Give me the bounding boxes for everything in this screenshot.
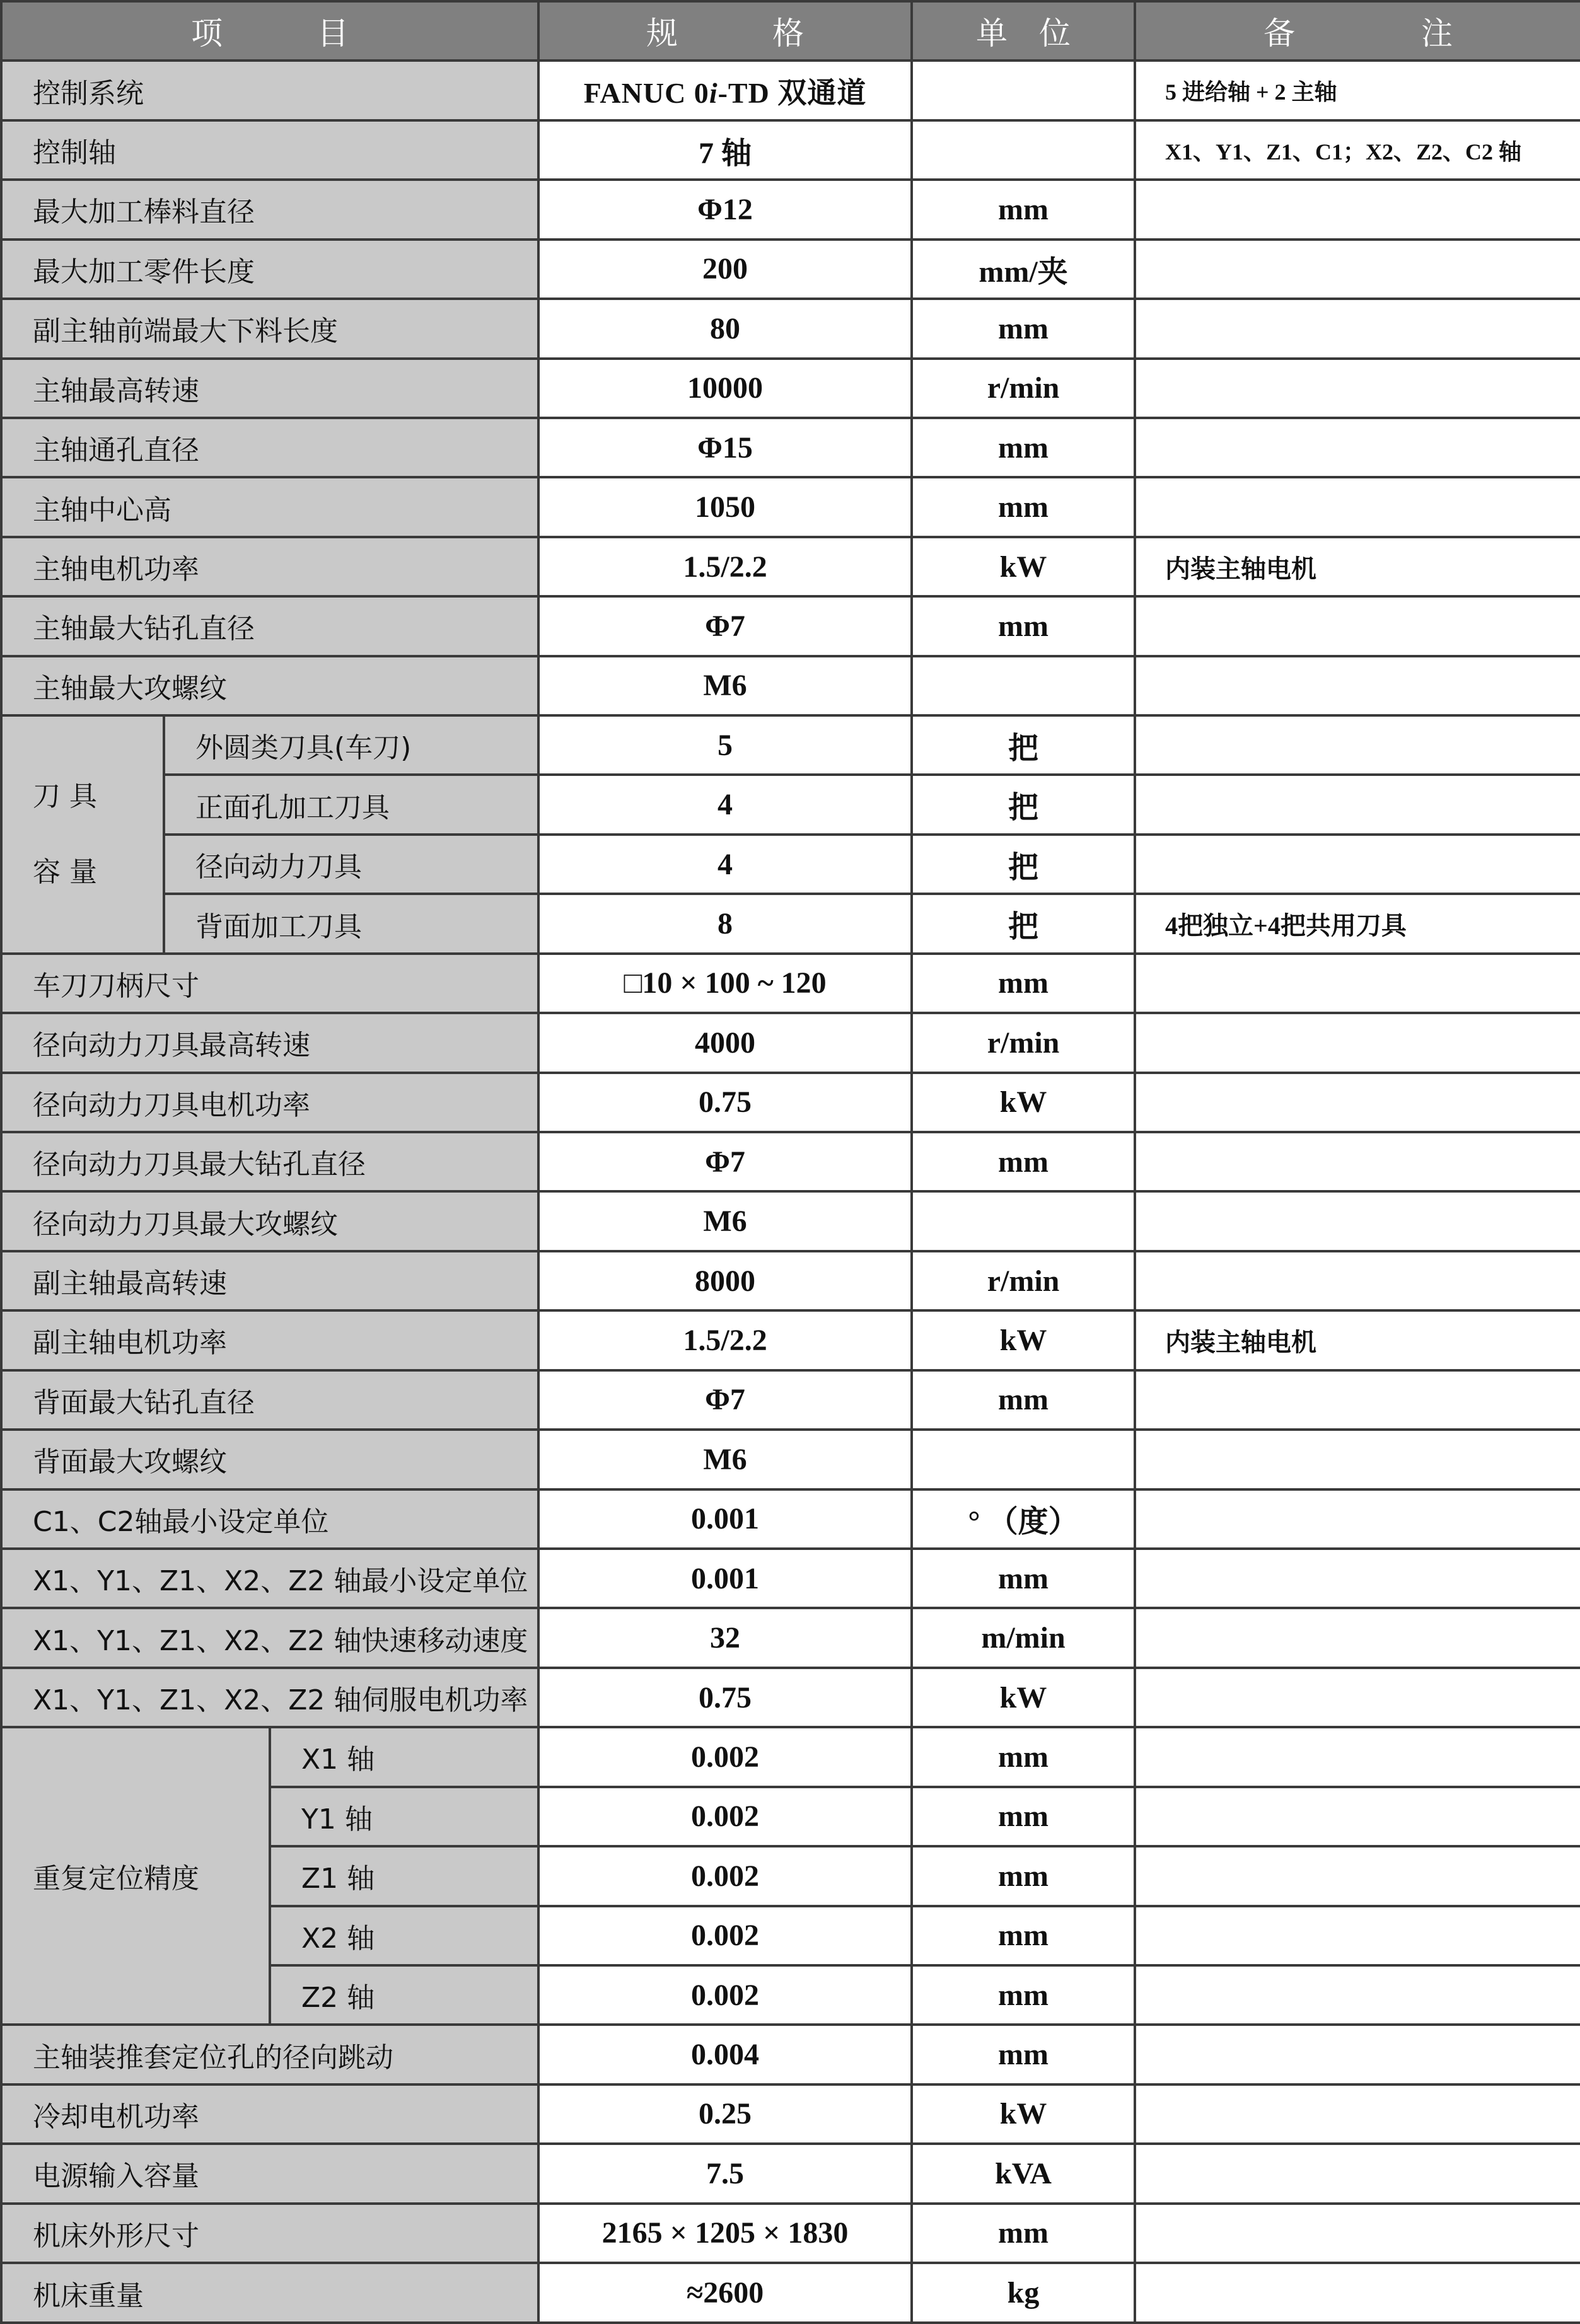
row-note xyxy=(1135,1370,1580,1430)
table-row xyxy=(1,715,1580,775)
row-label: 径向动力刀具最高转速 xyxy=(1,1013,538,1072)
row-sublabel: Y1 轴 xyxy=(270,1787,538,1846)
row-unit: r/min xyxy=(912,1251,1135,1310)
row-note xyxy=(1135,477,1580,536)
row-unit: mm xyxy=(912,477,1135,536)
row-label: 主轴中心高 xyxy=(1,477,538,536)
table-row xyxy=(1,418,1580,477)
row-label: 主轴最大攻螺纹 xyxy=(1,656,538,715)
row-label: 最大加工棒料直径 xyxy=(1,180,538,239)
row-value: 0.001 xyxy=(538,1549,912,1608)
row-unit: kW xyxy=(912,2084,1135,2144)
row-value: 2165 × 1205 × 1830 xyxy=(538,2204,912,2263)
row-label: 副主轴前端最大下料长度 xyxy=(1,299,538,358)
row-label: 副主轴电机功率 xyxy=(1,1310,538,1370)
row-value: 0.002 xyxy=(538,1906,912,1965)
row-note: X1、Y1、Z1、C1；X2、Z2、C2 轴 xyxy=(1135,120,1580,180)
repeat-accuracy-label: 重复定位精度 xyxy=(1,1727,270,2025)
row-note xyxy=(1135,2144,1580,2203)
table-row xyxy=(1,1489,1580,1549)
table-row xyxy=(1,1549,1580,1608)
row-note xyxy=(1135,1608,1580,1667)
table-row xyxy=(1,61,1580,120)
row-unit: mm xyxy=(912,2204,1135,2263)
row-sublabel: 背面加工刀具 xyxy=(164,894,538,953)
row-value: M6 xyxy=(538,1191,912,1251)
row-label: X1、Y1、Z1、X2、Z2 轴快速移动速度 xyxy=(1,1608,538,1667)
row-value: Φ15 xyxy=(538,418,912,477)
row-unit: kVA xyxy=(912,2144,1135,2203)
row-label: 主轴装推套定位孔的径向跳动 xyxy=(1,2025,538,2084)
row-sublabel: 外圆类刀具(车刀) xyxy=(164,715,538,775)
table-row xyxy=(1,596,1580,656)
row-note: 4把独立+4把共用刀具 xyxy=(1135,894,1580,953)
table-row xyxy=(1,1727,1580,1786)
table-row xyxy=(1,1430,1580,1489)
row-unit: mm xyxy=(912,180,1135,239)
row-label: X1、Y1、Z1、X2、Z2 轴最小设定单位 xyxy=(1,1549,538,1608)
row-value: Φ7 xyxy=(538,1132,912,1191)
row-note xyxy=(1135,418,1580,477)
row-sublabel: 径向动力刀具 xyxy=(164,835,538,894)
row-value: 32 xyxy=(538,1608,912,1667)
row-note xyxy=(1135,1668,1580,1727)
row-sublabel: Z1 轴 xyxy=(270,1846,538,1905)
row-label: 主轴最高转速 xyxy=(1,359,538,418)
row-note xyxy=(1135,240,1580,299)
row-label: 控制轴 xyxy=(1,120,538,180)
table-row xyxy=(1,2025,1580,2084)
row-note xyxy=(1135,656,1580,715)
table-row xyxy=(1,1608,1580,1667)
table-row xyxy=(1,835,1580,894)
table-row xyxy=(1,359,1580,418)
row-note xyxy=(1135,1430,1580,1489)
row-label: 副主轴最高转速 xyxy=(1,1251,538,1310)
row-unit xyxy=(912,1191,1135,1251)
table-row xyxy=(1,656,1580,715)
row-value: M6 xyxy=(538,1430,912,1489)
row-value: M6 xyxy=(538,656,912,715)
row-unit xyxy=(912,656,1135,715)
row-value: 4 xyxy=(538,775,912,834)
row-unit: kW xyxy=(912,1310,1135,1370)
table-row xyxy=(1,1132,1580,1191)
row-note xyxy=(1135,2263,1580,2323)
row-value: 1050 xyxy=(538,477,912,536)
row-unit: mm xyxy=(912,1965,1135,2025)
row-note: 内装主轴电机 xyxy=(1135,537,1580,596)
table-row xyxy=(1,1013,1580,1072)
row-value: 4 xyxy=(538,835,912,894)
row-label: X1、Y1、Z1、X2、Z2 轴伺服电机功率 xyxy=(1,1668,538,1727)
row-label: 主轴最大钻孔直径 xyxy=(1,596,538,656)
row-label: 径向动力刀具最大攻螺纹 xyxy=(1,1191,538,1251)
row-label: 主轴通孔直径 xyxy=(1,418,538,477)
row-unit: kW xyxy=(912,1073,1135,1132)
row-label: 冷却电机功率 xyxy=(1,2084,538,2144)
row-unit: 把 xyxy=(912,775,1135,834)
row-label: 径向动力刀具最大钻孔直径 xyxy=(1,1132,538,1191)
row-note xyxy=(1135,596,1580,656)
row-value: 0.002 xyxy=(538,1727,912,1786)
row-note xyxy=(1135,775,1580,834)
row-note xyxy=(1135,1549,1580,1608)
header-item: 项 目 xyxy=(1,1,538,61)
row-sublabel: X2 轴 xyxy=(270,1906,538,1965)
table-row xyxy=(1,1370,1580,1430)
table-row xyxy=(1,2204,1580,2263)
table-row xyxy=(1,299,1580,358)
row-note xyxy=(1135,715,1580,775)
row-value: 10000 xyxy=(538,359,912,418)
row-unit: mm xyxy=(912,1370,1135,1430)
table-row xyxy=(1,775,1580,834)
row-note xyxy=(1135,1965,1580,2025)
row-note xyxy=(1135,835,1580,894)
row-unit: 把 xyxy=(912,715,1135,775)
row-unit: r/min xyxy=(912,1013,1135,1072)
row-label: 主轴电机功率 xyxy=(1,537,538,596)
table-row xyxy=(1,1191,1580,1251)
row-label: 机床外形尺寸 xyxy=(1,2204,538,2263)
row-value: 0.75 xyxy=(538,1668,912,1727)
table-header xyxy=(1,1,1580,61)
row-value: 8 xyxy=(538,894,912,953)
row-note: 内装主轴电机 xyxy=(1135,1310,1580,1370)
table-row xyxy=(1,477,1580,536)
row-note xyxy=(1135,1787,1580,1846)
row-value: Φ12 xyxy=(538,180,912,239)
table-row xyxy=(1,2263,1580,2323)
table-row xyxy=(1,1251,1580,1310)
table-row xyxy=(1,1310,1580,1370)
row-label: 控制系统 xyxy=(1,61,538,120)
row-note xyxy=(1135,2204,1580,2263)
row-unit: m/min xyxy=(912,1608,1135,1667)
row-note xyxy=(1135,1191,1580,1251)
row-note: 5 进给轴 + 2 主轴 xyxy=(1135,61,1580,120)
row-value: 5 xyxy=(538,715,912,775)
row-unit: mm xyxy=(912,954,1135,1013)
row-note xyxy=(1135,299,1580,358)
table-row xyxy=(1,120,1580,180)
row-note xyxy=(1135,1489,1580,1549)
row-unit: r/min xyxy=(912,359,1135,418)
row-label: 机床重量 xyxy=(1,2263,538,2323)
table-row xyxy=(1,954,1580,1013)
row-value: □10 × 100 ~ 120 xyxy=(538,954,912,1013)
row-value: 0.75 xyxy=(538,1073,912,1132)
row-unit: mm xyxy=(912,596,1135,656)
row-sublabel: Z2 轴 xyxy=(270,1965,538,2025)
row-value: 0.002 xyxy=(538,1965,912,2025)
row-value: 0.25 xyxy=(538,2084,912,2144)
table-row xyxy=(1,537,1580,596)
row-unit: kW xyxy=(912,1668,1135,1727)
table-row xyxy=(1,240,1580,299)
row-sublabel: X1 轴 xyxy=(270,1727,538,1786)
row-unit: mm xyxy=(912,1727,1135,1786)
row-label: 最大加工零件长度 xyxy=(1,240,538,299)
row-note xyxy=(1135,1132,1580,1191)
row-unit: mm xyxy=(912,1132,1135,1191)
table-row xyxy=(1,1073,1580,1132)
row-note xyxy=(1135,1013,1580,1072)
header-note: 备 注 xyxy=(1135,1,1580,61)
row-value: 1.5/2.2 xyxy=(538,1310,912,1370)
row-value: Φ7 xyxy=(538,596,912,656)
row-unit: mm xyxy=(912,1846,1135,1905)
tool-capacity-label: 刀 具 容 量 xyxy=(1,715,164,954)
row-unit: mm xyxy=(912,418,1135,477)
row-note xyxy=(1135,359,1580,418)
row-value: 7 轴 xyxy=(538,120,912,180)
row-unit xyxy=(912,1430,1135,1489)
row-value: 0.002 xyxy=(538,1846,912,1905)
header-unit: 单 位 xyxy=(912,1,1135,61)
row-note xyxy=(1135,954,1580,1013)
row-label: C1、C2轴最小设定单位 xyxy=(1,1489,538,1549)
row-unit xyxy=(912,61,1135,120)
row-label: 背面最大攻螺纹 xyxy=(1,1430,538,1489)
row-unit: mm xyxy=(912,1549,1135,1608)
row-value: FANUC 0i-TD 双通道 xyxy=(538,61,912,120)
row-sublabel: 正面孔加工刀具 xyxy=(164,775,538,834)
row-note xyxy=(1135,2084,1580,2144)
row-unit: mm/夹 xyxy=(912,240,1135,299)
row-value: 7.5 xyxy=(538,2144,912,2203)
row-note xyxy=(1135,2025,1580,2084)
row-note xyxy=(1135,180,1580,239)
row-value: ≈2600 xyxy=(538,2263,912,2323)
row-value: 80 xyxy=(538,299,912,358)
header-spec: 规 格 xyxy=(538,1,912,61)
row-label: 车刀刀柄尺寸 xyxy=(1,954,538,1013)
row-unit: mm xyxy=(912,299,1135,358)
row-unit xyxy=(912,120,1135,180)
row-value: 1.5/2.2 xyxy=(538,537,912,596)
row-value: Φ7 xyxy=(538,1370,912,1430)
row-value: 4000 xyxy=(538,1013,912,1072)
table-row xyxy=(1,1668,1580,1727)
row-unit: mm xyxy=(912,1906,1135,1965)
table-row xyxy=(1,2144,1580,2203)
row-unit: 把 xyxy=(912,835,1135,894)
row-value: 0.004 xyxy=(538,2025,912,2084)
row-value: 0.002 xyxy=(538,1787,912,1846)
row-value: 200 xyxy=(538,240,912,299)
row-unit: ° （度） xyxy=(912,1489,1135,1549)
row-label: 背面最大钻孔直径 xyxy=(1,1370,538,1430)
table-row xyxy=(1,894,1580,953)
row-unit: mm xyxy=(912,1787,1135,1846)
row-note xyxy=(1135,1073,1580,1132)
row-label: 电源输入容量 xyxy=(1,2144,538,2203)
row-label: 径向动力刀具电机功率 xyxy=(1,1073,538,1132)
row-unit: kW xyxy=(912,537,1135,596)
row-note xyxy=(1135,1906,1580,1965)
table-row xyxy=(1,2084,1580,2144)
table-row xyxy=(1,180,1580,239)
row-unit: 把 xyxy=(912,894,1135,953)
row-note xyxy=(1135,1846,1580,1905)
row-note xyxy=(1135,1727,1580,1786)
row-unit: kg xyxy=(912,2263,1135,2323)
row-value: 8000 xyxy=(538,1251,912,1310)
row-value: 0.001 xyxy=(538,1489,912,1549)
row-unit: mm xyxy=(912,2025,1135,2084)
row-note xyxy=(1135,1251,1580,1310)
